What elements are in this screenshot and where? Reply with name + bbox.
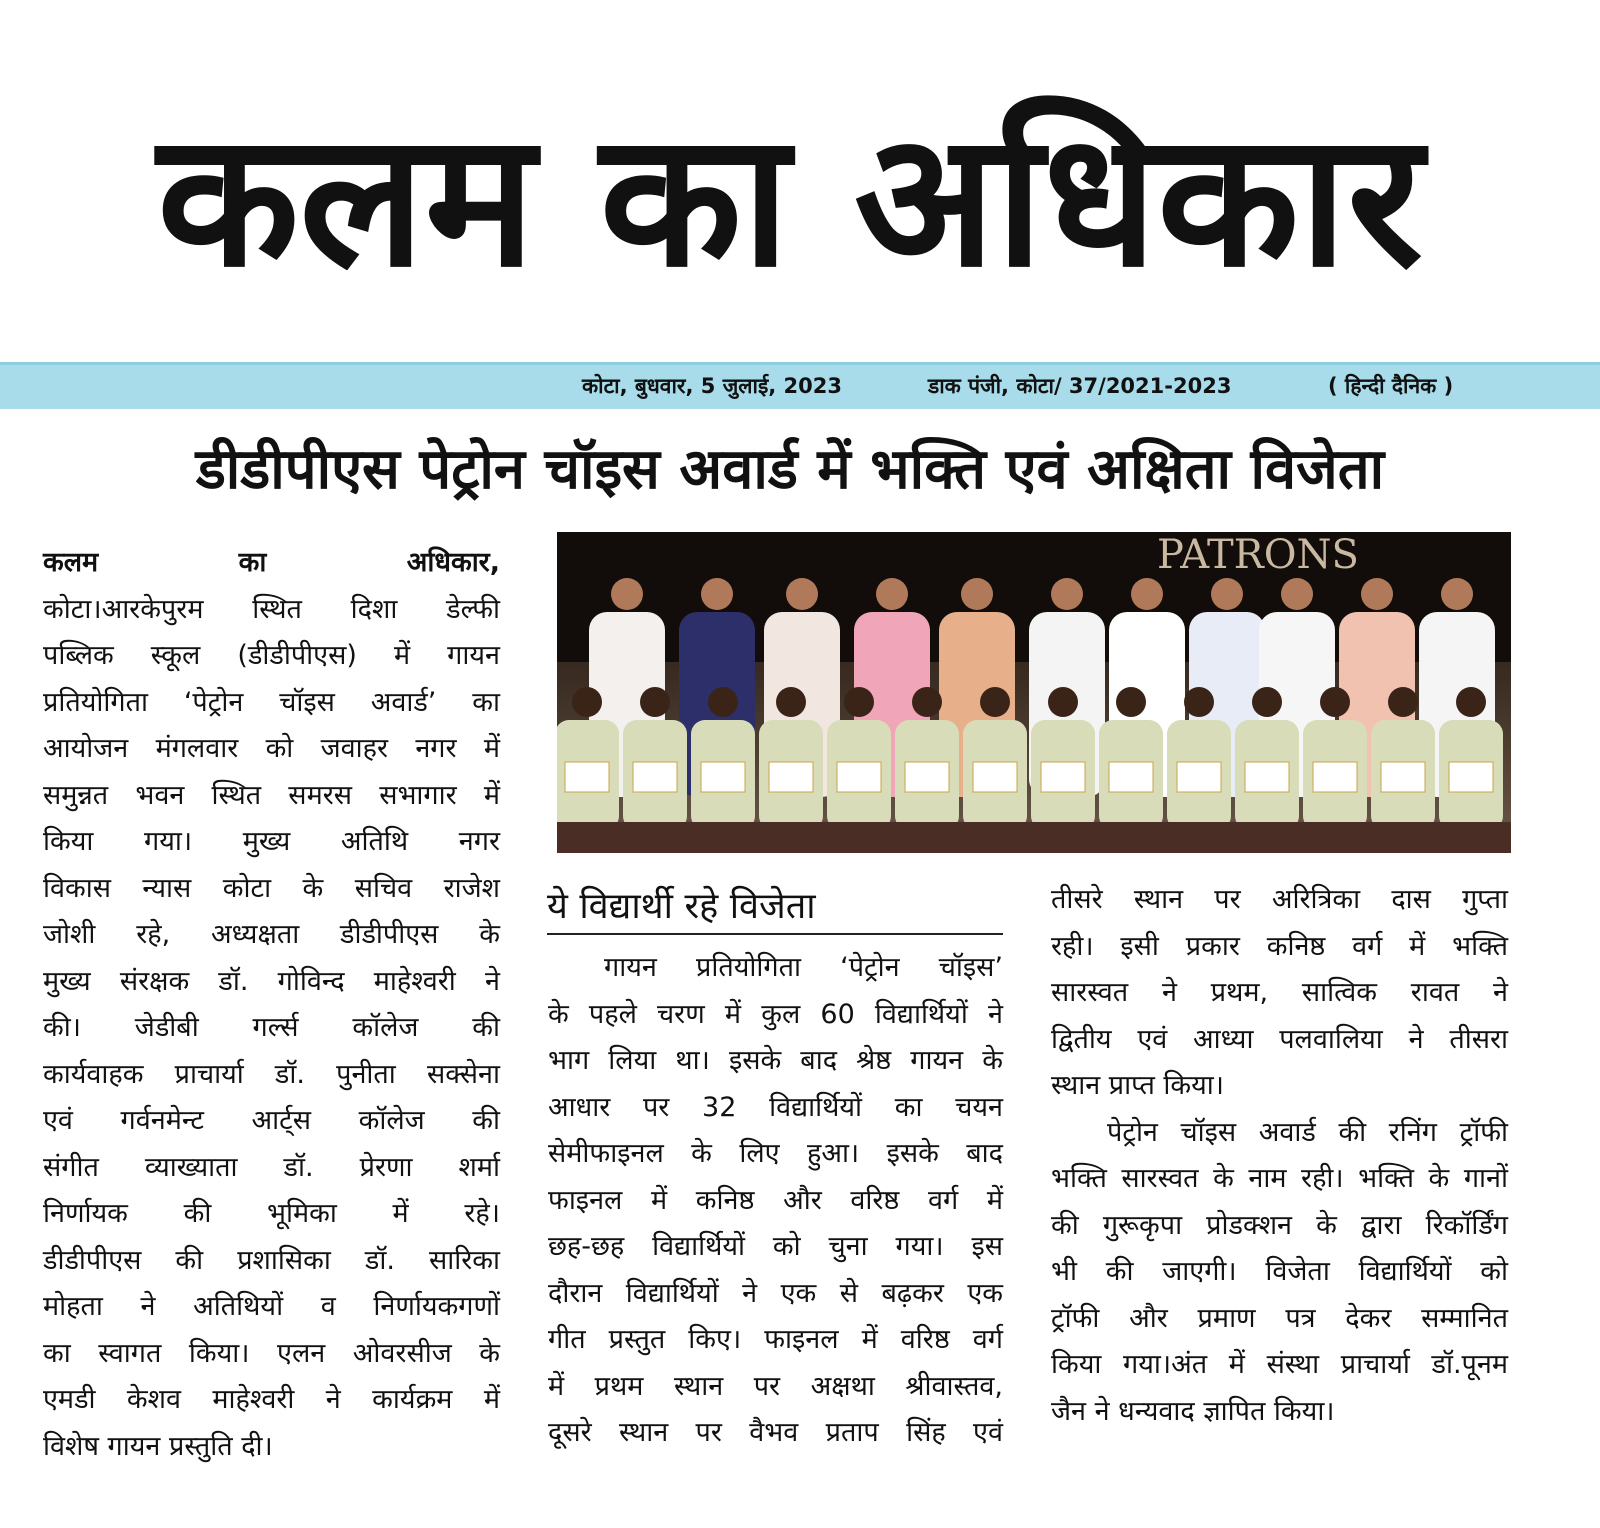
middle-column bbox=[548, 945, 1003, 1457]
text-line: पेट्रोन चॉइस अवार्ड की रनिंग ट्रॉफी bbox=[1107, 1116, 1508, 1148]
student-head bbox=[1388, 687, 1418, 717]
text-line: कलम का अधिकार, bbox=[43, 547, 500, 578]
certificate bbox=[837, 762, 881, 792]
text-line: जैन ने धन्यवाद ज्ञापित किया। bbox=[1051, 1395, 1335, 1427]
text-line: तीसरे स्थान पर अरित्रिका दास गुप्ता bbox=[1051, 884, 1508, 915]
text-line: का स्वागत किया। एलन ओवरसीज के bbox=[43, 1337, 500, 1369]
text-line: सेमीफाइनल के लिए हुआ। इसके बाद bbox=[548, 1138, 1003, 1169]
certificate bbox=[701, 762, 745, 792]
dateline-strip bbox=[0, 362, 1600, 409]
student-head bbox=[572, 687, 602, 717]
event-photo bbox=[557, 532, 1511, 853]
student-head bbox=[912, 687, 942, 717]
person-head bbox=[786, 578, 818, 610]
student-head bbox=[1456, 687, 1486, 717]
text-line: पब्लिक स्कूल (डीडीपीएस) में गायन bbox=[43, 640, 500, 671]
text-line: एमडी केशव माहेश्वरी ने कार्यक्रम में bbox=[43, 1384, 500, 1415]
text-line: के पहले चरण में कुल 60 विद्यार्थियों ने bbox=[548, 998, 1003, 1030]
right-column bbox=[1051, 877, 1508, 1435]
certificate bbox=[1449, 762, 1493, 792]
text-line: भी की जाएगी। विजेता विद्यार्थियों को bbox=[1051, 1256, 1508, 1287]
student-head bbox=[844, 687, 874, 717]
person-head bbox=[1211, 578, 1243, 610]
person-head bbox=[611, 578, 643, 610]
text-line: सारस्वत ने प्रथम, सात्विक रावत ने bbox=[1051, 977, 1508, 1008]
text-line: आधार पर 32 विद्यार्थियों का चयन bbox=[548, 1091, 1003, 1123]
person-head bbox=[1281, 578, 1313, 610]
text-line: डीडीपीएस की प्रशासिका डॉ. सारिका bbox=[43, 1244, 500, 1276]
person-head bbox=[1051, 578, 1083, 610]
text-line: विशेष गायन प्रस्तुति दी। bbox=[43, 1430, 273, 1462]
text-line: प्रतियोगिता ‘पेट्रोन चॉइस अवार्ड’ का bbox=[43, 686, 500, 718]
newspaper-masthead: कलम का अधिकार bbox=[157, 92, 1423, 308]
text-line: मोहता ने अतिथियों व निर्णायकगणों bbox=[43, 1291, 500, 1322]
text-line: गीत प्रस्तुत किए। फाइनल में वरिष्ठ वर्ग bbox=[548, 1324, 1003, 1355]
text-line: संगीत व्याख्याता डॉ. प्रेरणा शर्मा bbox=[43, 1151, 500, 1183]
text-line: विकास न्यास कोटा के सचिव राजेश bbox=[43, 872, 500, 904]
text-line: कोटा।आरकेपुरम स्थित दिशा डेल्फी bbox=[43, 593, 500, 625]
person-head bbox=[961, 578, 993, 610]
person-head bbox=[876, 578, 908, 610]
event-photo-illustration bbox=[557, 532, 1511, 853]
dateline-date: कोटा, बुधवार, 5 जुलाई, 2023 bbox=[582, 374, 843, 398]
text-line: निर्णायक की भूमिका में रहे। bbox=[43, 1198, 500, 1229]
student-head bbox=[640, 687, 670, 717]
person-head bbox=[701, 578, 733, 610]
student-head bbox=[1252, 687, 1282, 717]
certificate bbox=[633, 762, 677, 792]
certificate bbox=[769, 762, 813, 792]
text-line: दूसरे स्थान पर वैभव प्रताप सिंह एवं bbox=[548, 1417, 1003, 1448]
text-line: कार्यवाहक प्राचार्या डॉ. पुनीता सक्सेना bbox=[43, 1058, 500, 1090]
section-subheading: ये विद्यार्थी रहे विजेता bbox=[547, 880, 1003, 935]
text-line: जोशी रहे, अध्यक्षता डीडीपीएस के bbox=[43, 919, 500, 950]
text-line: समुन्नत भवन स्थित समरस सभागार में bbox=[43, 779, 500, 811]
text-line: रही। इसी प्रकार कनिष्ठ वर्ग में भक्ति bbox=[1051, 930, 1508, 962]
certificate bbox=[565, 762, 609, 792]
text-line: दौरान विद्यार्थियों ने एक से बढ़कर एक bbox=[548, 1277, 1003, 1309]
certificate bbox=[1041, 762, 1085, 792]
person-head bbox=[1361, 578, 1393, 610]
certificate bbox=[1245, 762, 1289, 792]
text-line: द्वितीय एवं आध्या पलवालिया ने तीसरा bbox=[1051, 1023, 1508, 1055]
text-line: आयोजन मंगलवार को जवाहर नगर में bbox=[43, 733, 500, 764]
certificate bbox=[973, 762, 1017, 792]
student-head bbox=[980, 687, 1010, 717]
stage-banner-text: PATRONS bbox=[1157, 532, 1359, 578]
student-head bbox=[776, 687, 806, 717]
certificate bbox=[1381, 762, 1425, 792]
text-line: स्थान प्राप्त किया। bbox=[1051, 1070, 1225, 1101]
certificate bbox=[1177, 762, 1221, 792]
text-line: छह-छह विद्यार्थियों को चुना गया। इस bbox=[548, 1231, 1003, 1262]
article-headline: डीडीपीएस पेट्रोन चॉइस अवार्ड में भक्ति एवं अक्षिता विजेता bbox=[195, 437, 1385, 502]
certificate bbox=[905, 762, 949, 792]
text-line: किया गया। मुख्य अतिथि नगर bbox=[43, 826, 500, 857]
text-line: भाग लिया था। इसके बाद श्रेष्ठ गायन के bbox=[548, 1045, 1003, 1076]
left-column bbox=[43, 540, 500, 1470]
edition-label: ( हिन्दी दैनिक ) bbox=[1328, 374, 1454, 398]
student-head bbox=[1048, 687, 1078, 717]
certificate bbox=[1313, 762, 1357, 792]
student-head bbox=[1320, 687, 1350, 717]
postal-registration: डाक पंजी, कोटा/ 37/2021-2023 bbox=[928, 374, 1232, 398]
student-head bbox=[708, 687, 738, 717]
text-line: एवं गर्वनमेन्ट आर्ट्स कॉलेज की bbox=[43, 1105, 500, 1136]
person-head bbox=[1131, 578, 1163, 610]
text-line: की गुरूकृपा प्रोडक्शन के द्वारा रिकॉर्डिंग bbox=[1051, 1209, 1508, 1241]
text-line: ट्रॉफी और प्रमाण पत्र देकर सम्मानित bbox=[1051, 1302, 1508, 1334]
text-line: भक्ति सारस्वत के नाम रही। भक्ति के गानों bbox=[1051, 1163, 1508, 1194]
student-head bbox=[1184, 687, 1214, 717]
text-line: किया गया।अंत में संस्था प्राचार्या डॉ.पूनम bbox=[1051, 1349, 1508, 1380]
text-line: मुख्य संरक्षक डॉ. गोविन्द माहेश्वरी ने bbox=[43, 965, 500, 997]
text-line: में प्रथम स्थान पर अक्षथा श्रीवास्तव, bbox=[548, 1370, 1003, 1402]
certificate bbox=[1109, 762, 1153, 792]
person-head bbox=[1441, 578, 1473, 610]
text-line: गायन प्रतियोगिता ‘पेट्रोन चॉइस’ bbox=[604, 952, 1003, 983]
text-line: की। जेडीबी गर्ल्स कॉलेज की bbox=[43, 1012, 500, 1043]
text-line: फाइनल में कनिष्ठ और वरिष्ठ वर्ग में bbox=[548, 1184, 1003, 1216]
student-head bbox=[1116, 687, 1146, 717]
